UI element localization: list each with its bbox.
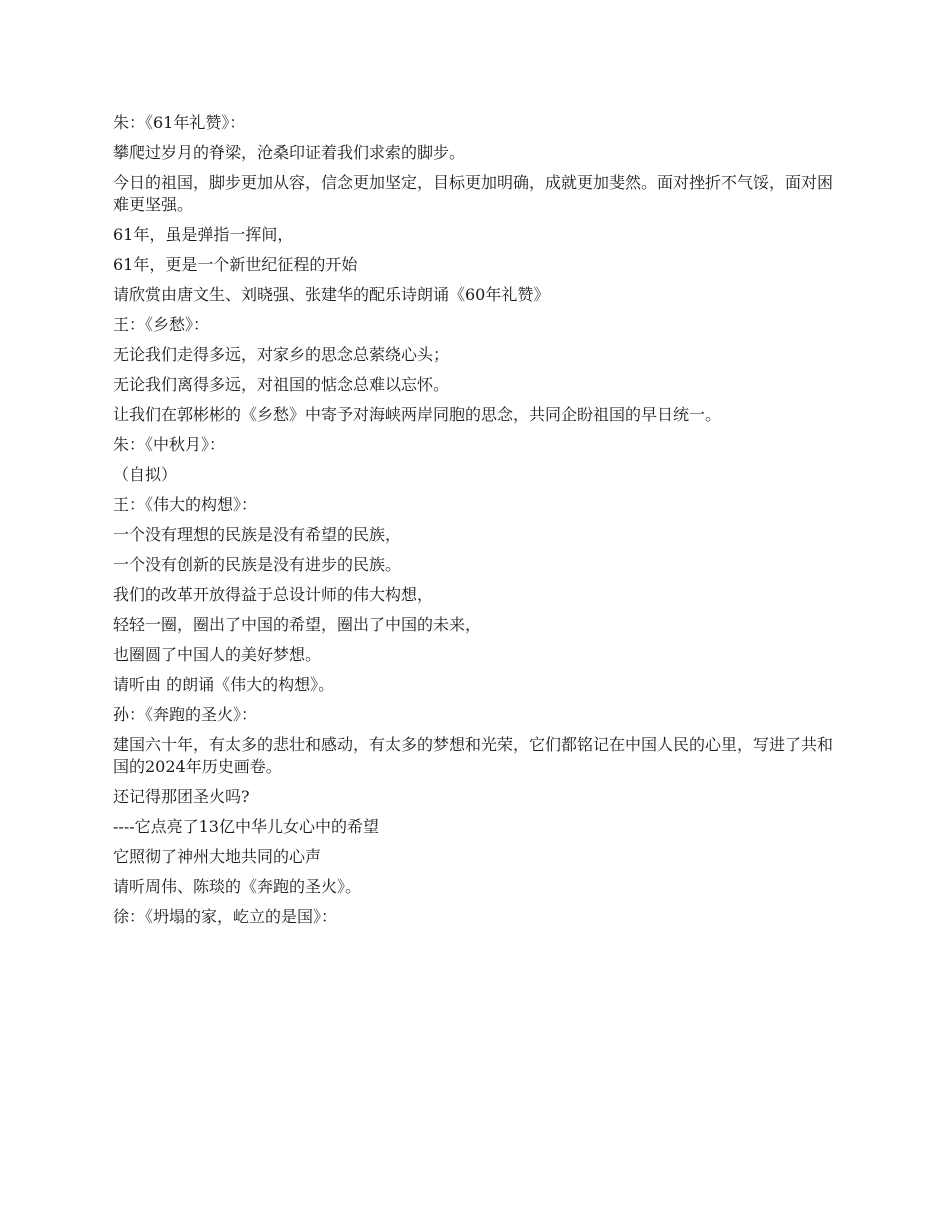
paragraph: 61年，虽是弹指一挥间， xyxy=(113,225,294,244)
paragraph: 请欣赏由唐文生、刘晓强、张建华的配乐诗朗诵《60年礼赞》 xyxy=(113,285,550,304)
section-heading-61-years: 朱：《61年礼赞》： xyxy=(113,113,246,132)
section-heading-running-torch: 孙：《奔跑的圣火》： xyxy=(113,705,258,724)
section-heading-collapsed-home: 徐：《坍塌的家，屹立的是国》： xyxy=(113,907,338,926)
paragraph: 轻轻一圈，圈出了中国的希望，圈出了中国的未来， xyxy=(113,615,482,634)
paragraph: 今日的祖国，脚步更加从容，信念更加坚定，目标更加明确，成就更加斐然。面对挫折不气馁，面对困难更坚强。 xyxy=(113,173,834,214)
paragraph: 建国六十年，有太多的悲壮和感动，有太多的梦想和光荣，它们都铭记在中国人民的心里，写进了共和国的2024年历史画卷。 xyxy=(113,735,834,776)
document-body xyxy=(113,112,843,936)
paragraph: ----它点亮了13亿中华儿女心中的希望 xyxy=(113,817,379,836)
paragraph: 一个没有理想的民族是没有希望的民族， xyxy=(113,525,402,544)
section-heading-nostalgia: 王：《乡愁》： xyxy=(113,315,210,334)
paragraph: 它照彻了神州大地共同的心声 xyxy=(113,847,322,866)
paragraph: 让我们在郭彬彬的《乡愁》中寄予对海峡两岸同胞的思念，共同企盼祖国的早日统一。 xyxy=(113,405,722,424)
paragraph: 无论我们离得多远，对祖国的惦念总难以忘怀。 xyxy=(113,375,450,394)
section-heading-mid-autumn-moon: 朱：《中秋月》： xyxy=(113,435,226,454)
paragraph: （自拟） xyxy=(113,465,178,484)
paragraph: 也圈圆了中国人的美好梦想。 xyxy=(113,645,322,664)
paragraph: 还记得那团圣火吗? xyxy=(113,787,250,806)
paragraph: 攀爬过岁月的脊梁，沧桑印证着我们求索的脚步。 xyxy=(113,143,466,162)
paragraph: 请听由 的朗诵《伟大的构想》。 xyxy=(113,675,335,694)
paragraph: 无论我们走得多远，对家乡的思念总萦绕心头； xyxy=(113,345,450,364)
paragraph: 请听周伟、陈琰的《奔跑的圣火》。 xyxy=(113,877,362,896)
section-heading-great-vision: 王：《伟大的构想》： xyxy=(113,495,258,514)
paragraph: 一个没有创新的民族是没有进步的民族。 xyxy=(113,555,402,574)
paragraph: 61年，更是一个新世纪征程的开始 xyxy=(113,255,358,274)
paragraph: 我们的改革开放得益于总设计师的伟大构想， xyxy=(113,585,434,604)
